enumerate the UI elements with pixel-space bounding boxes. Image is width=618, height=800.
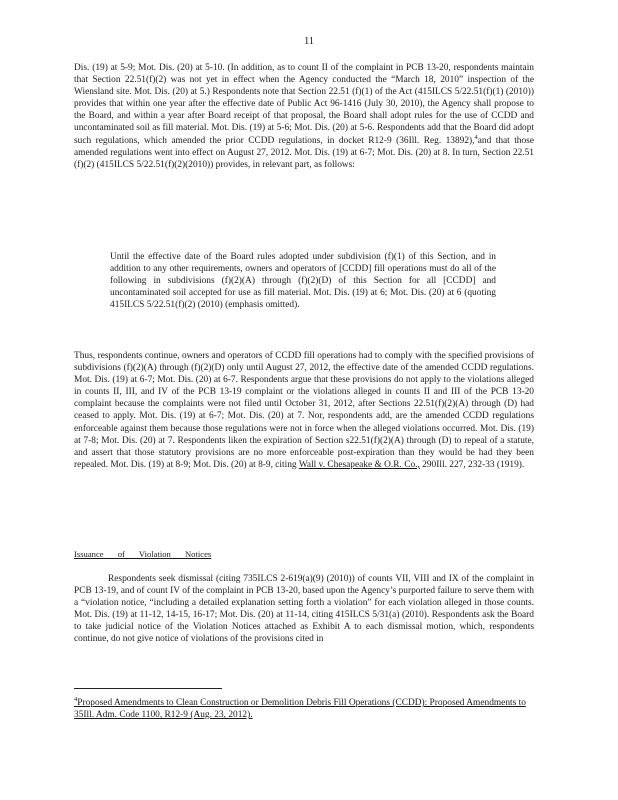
paragraph-1-text: Dis. (19) at 5-9; Mot. Dis. (20) at 5-10. (In addition, as to count II of the complaint in PCB 13-20, respondents maintain that Section 22.51(f)(2) was not yet in effect when the Agency conducted the “March 18, 2010” inspection of the Wiensland site. Mot. Dis. (20) at 5.) Respondents note that Section 22.51 (f)(1) of the Act (415ILCS 5/22.51(f)(1) (2010)) provides that within one year after the effective date of Public Act 96-1416 (July 30, 2010), the Agency shall propose to the Board, and within a year after Board receipt of that proposal, the Board shall adopt rules for the use of CCDD and uncontaminated soil as fill material. Mot. Dis. (19) at 5-6; Mot. Dis. (20) at 5-6. Respondents add that the Board did adopt such regulations, which amended the prior CCDD regulations, in docket R12-9 (36Ill. Reg. 13892), [74, 63, 534, 146]
block-quote: Until the effective date of the Board rules adopted under subdivision (f)(1) of this Section, and in addition to any other requirements, owners and operators of [CCDD] fill operations must do all of the following in subdivisions (f)(2)(A) through (f)(2)(D) of this Section for all [CCDD] and uncontaminated soil accepted for use as fill material. Mot. Dis. (19) at 6; Mot. Dis. (20) at 6 (quoting 415ILCS 5/22.51(f)(2) (2010) (emphasis omitted). [110, 252, 496, 311]
paragraph-3: Respondents seek dismissal (citing 735ILCS 2-619(a)(9) (2010)) of counts VII, VIII and IX of the complaint in PCB 13-19, and of count IV of the complaint in PCB 13-20, based upon the Agency’s purported failure to serve them with a “violation notice, “including a detailed explanation setting forth a violation” for each violation alleged in those counts. Mot. Dis. (19) at 11-12, 14-15, 16-17; Mot. Dis. (20) at 11-14, citing 415ILCS 5/31(a) (2010). Respondents ask the Board to take judicial notice of the Violation Notices attached as Exhibit A to each dismissal motion, which, respondents continue, do not give notice of violations of the provisions cited in [74, 574, 534, 645]
case-citation-reporter: 290Ill. 227, 232-33 (1919). [422, 459, 525, 470]
paragraph-2 [74, 350, 534, 471]
section-heading: Issuance of Violation Notices [74, 549, 212, 559]
paragraph-1-continuation: and that those amended regulations went into effect on August 27, 2012. Mot. Dis. (19) at 6-7; Mot. Dis. (20) at 8. In turn, Section 22.51 (f)(2) (415ILCS 5/22.51(f)(2)(2010)) provides, in relevant part, as follows: [74, 135, 534, 170]
case-citation: Wall v. Chesapeake & O.R. Co., [298, 459, 420, 470]
footnote-marker: 4 [74, 695, 78, 703]
footnote-divider [74, 688, 222, 689]
footnote-reference: 4 [474, 133, 478, 141]
paragraph-2-text: Thus, respondents continue, owners and operators of CCDD fill operations had to comply with the specified provisions of subdivisions (f)(2)(A) through (f)(2)(D) only until August 27, 2012, the effective date of the amended CCDD regulations. Mot. Dis. (19) at 6-7; Mot. Dis. (20) at 6-7. Respondents argue that these provisions do not apply to the violations alleged in counts II, III, and IV of the PCB 13-19 complaint or the violations alleged in counts II and III of the PCB 13-20 complaint because the complaints were not filed until October 31, 2012, after Sections 22.51(f)(2)(A) through (D) had ceased to apply. Mot. Dis. (19) at 6-7; Mot. Dis. (20) at 7. Nor, respondents add, are the amended CCDD regulations enforceable against them because those regulations were not in force when the alleged violations occurred. Mot. Dis. (19) at 7-8; Mot. Dis. (20) at 7. Respondents liken the expiration of Section s22.51(f)(2)(A) through (D) to repeal of a statute, and assert that those statutory provisions are no more enforceable post-expiration than they would be had they been repealed. Mot. Dis. (19) at 8-9; Mot. Dis. (20) at 8-9, citing [74, 351, 534, 470]
page-number: 11 [303, 36, 315, 47]
footnote [74, 697, 534, 721]
paragraph-1 [74, 62, 534, 171]
footnote-text: Proposed Amendments to Clean Construction or Demolition Debris Fill Operations (CCDD): Proposed Amendments to 35Ill. Adm. Code 1100, R12-9 (Aug. 23, 2012). [74, 698, 526, 720]
